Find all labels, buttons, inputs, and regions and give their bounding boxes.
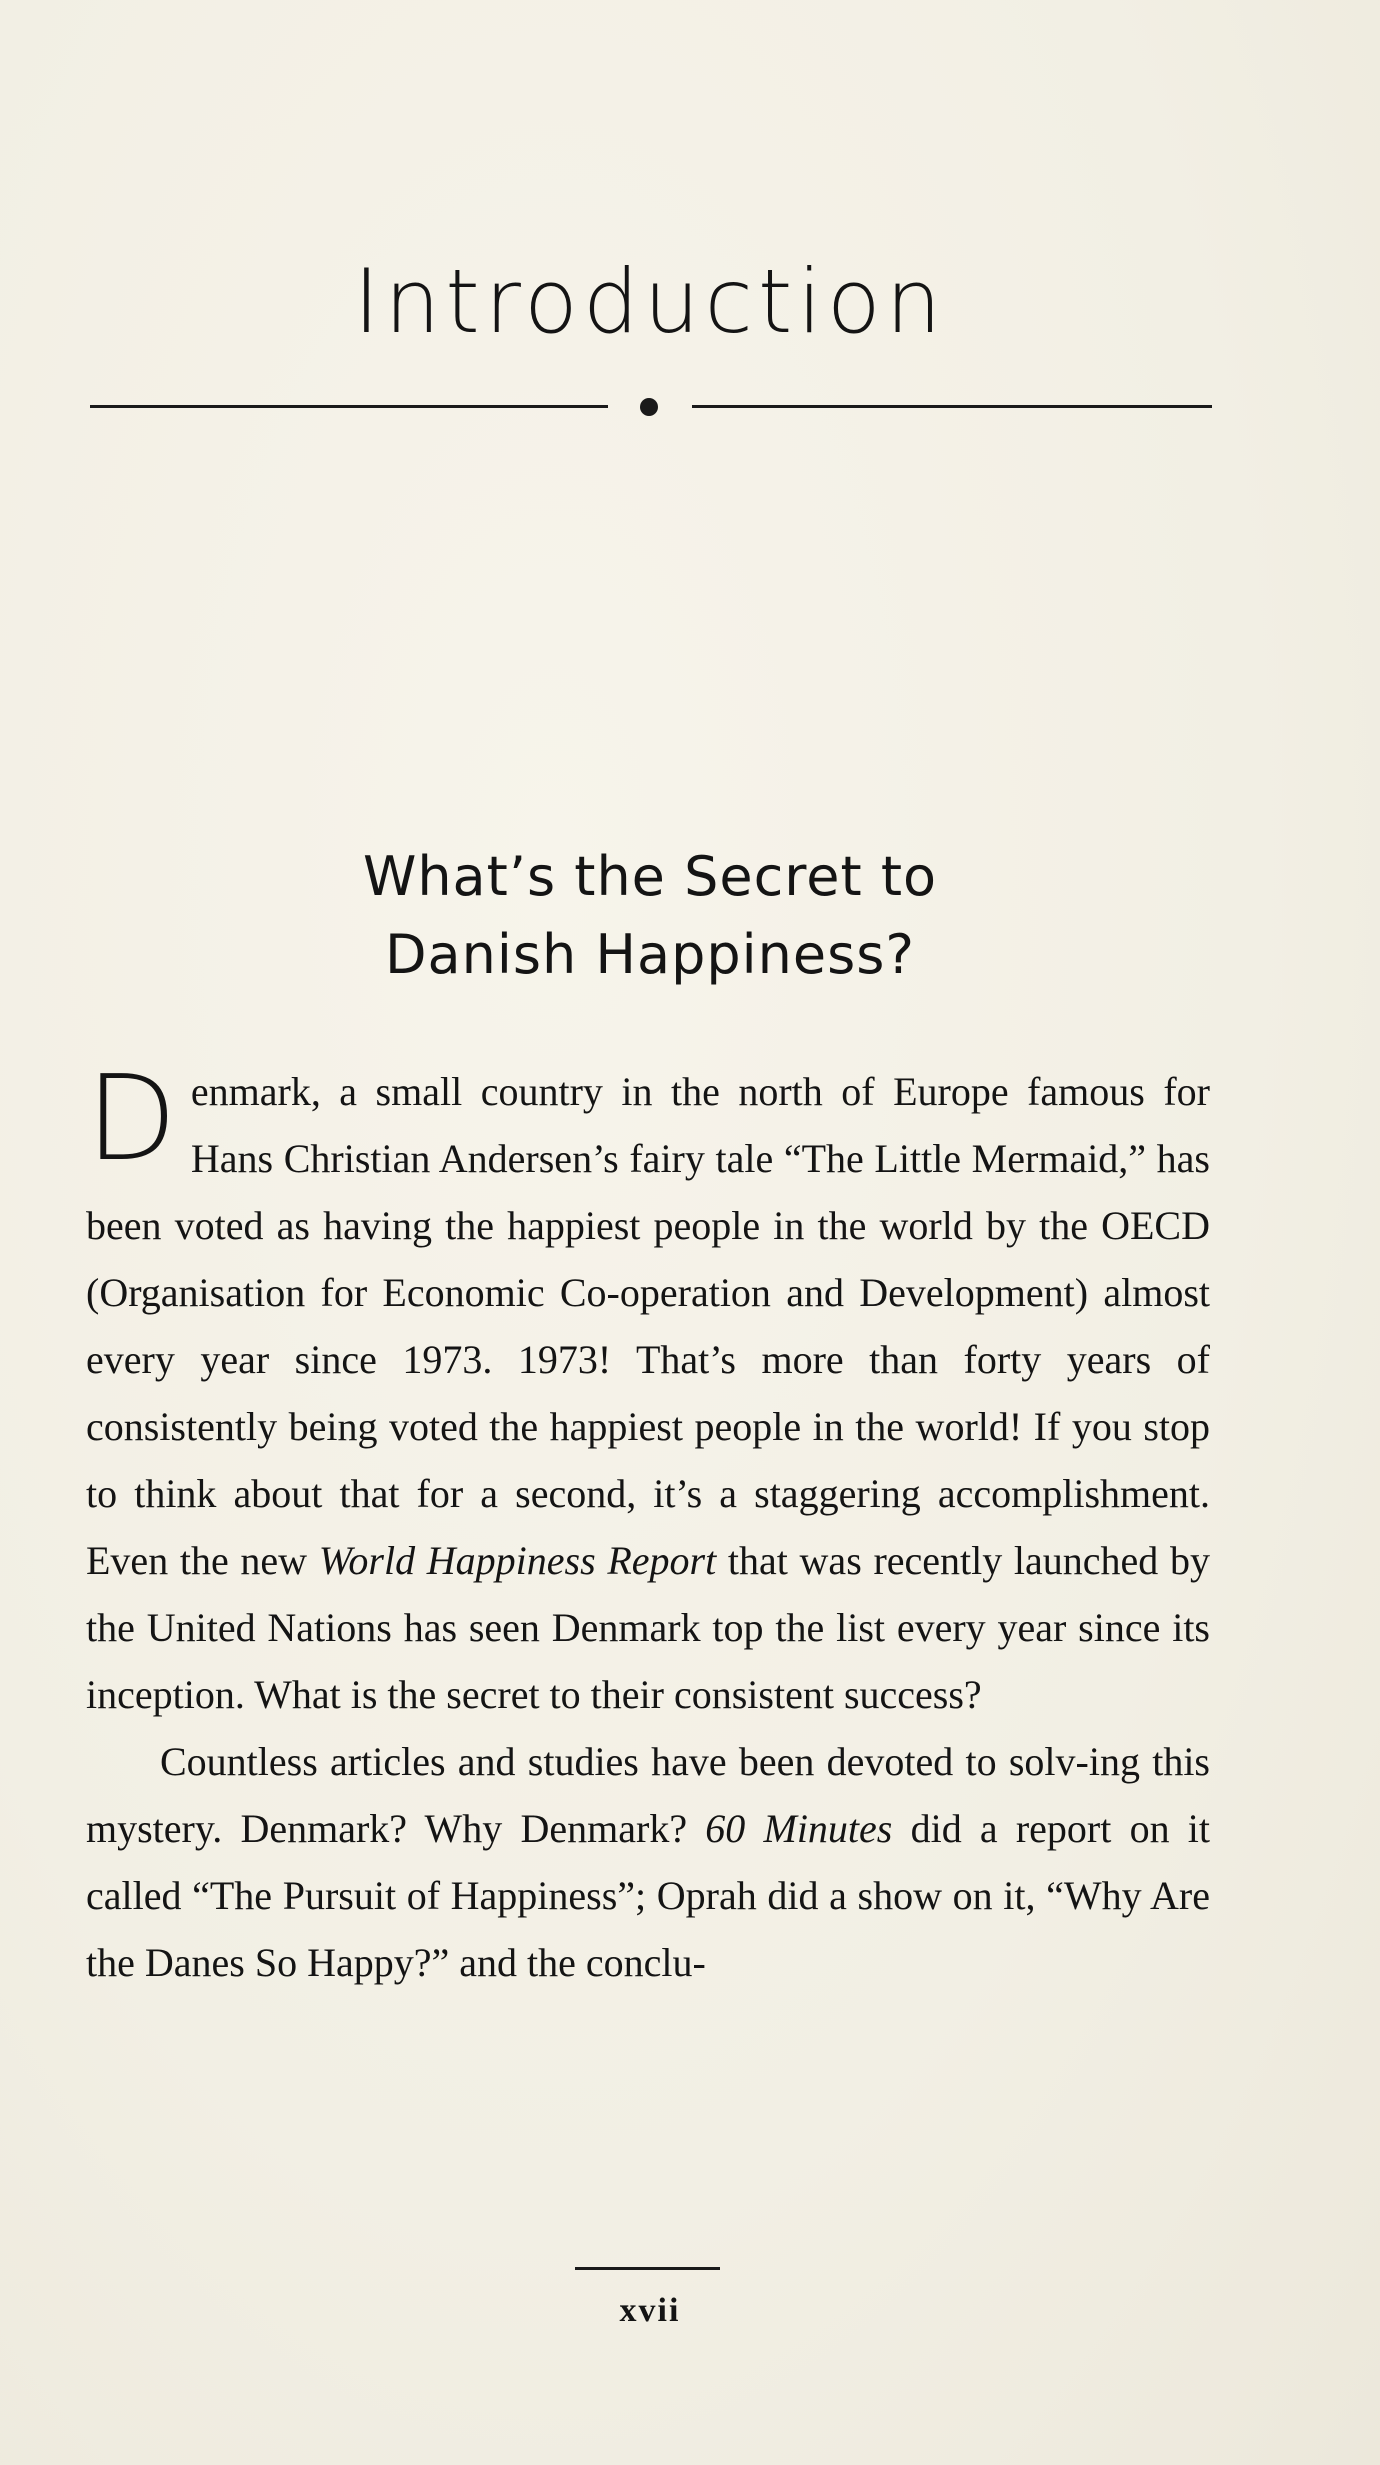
show-title-italic: 60 Minutes	[705, 1806, 893, 1851]
ornament-rule-right	[692, 405, 1212, 408]
paragraph-1-text-a: enmark, a small country in the north of Europe famous for Hans Christian Andersen’s fairy tale “The Little Mermaid,” has been voted as having the happiest people in the world by the OECD (Organisation for Economic Co-operation and Development) almost every year since 1973. 1973! That’s more than forty years of consistently being voted the happiest people in the world! If you stop to think about that for a second, it’s a staggering accomplishment. Even the new	[86, 1069, 1210, 1583]
chapter-title: Introduction	[353, 250, 947, 353]
paragraph-2-text-a: Countless articles and studies have been devoted to solv-ing this mystery. Denmark? Why Denmark?	[86, 1739, 1210, 1851]
ornament-dot	[640, 398, 658, 416]
paragraph-2	[86, 1728, 1210, 1996]
section-title-line-1: What’s the Secret to	[362, 845, 938, 908]
report-title-italic: World Happiness Report	[318, 1538, 717, 1583]
page-number: xvii	[619, 2292, 681, 2329]
section-title-line-2: Danish Happiness?	[384, 923, 916, 986]
footer-rule	[575, 2267, 720, 2270]
paragraph-1	[86, 1049, 1210, 1728]
paragraph-1-text-b: that was recently launched by the United Nations has seen Denmark top the list every year since its inception. What is the secret to their consistent success?	[86, 1538, 1210, 1717]
drop-cap: D	[86, 1049, 177, 1187]
body-text	[86, 1049, 1211, 1996]
section-title	[0, 838, 1300, 994]
paragraph-2-text-b: did a report on it called “The Pursuit of Happiness”; Oprah did a show on it, “Why Are the Danes So Happy?” and the conclu-	[86, 1806, 1211, 1985]
ornament-rule-left	[90, 405, 608, 408]
